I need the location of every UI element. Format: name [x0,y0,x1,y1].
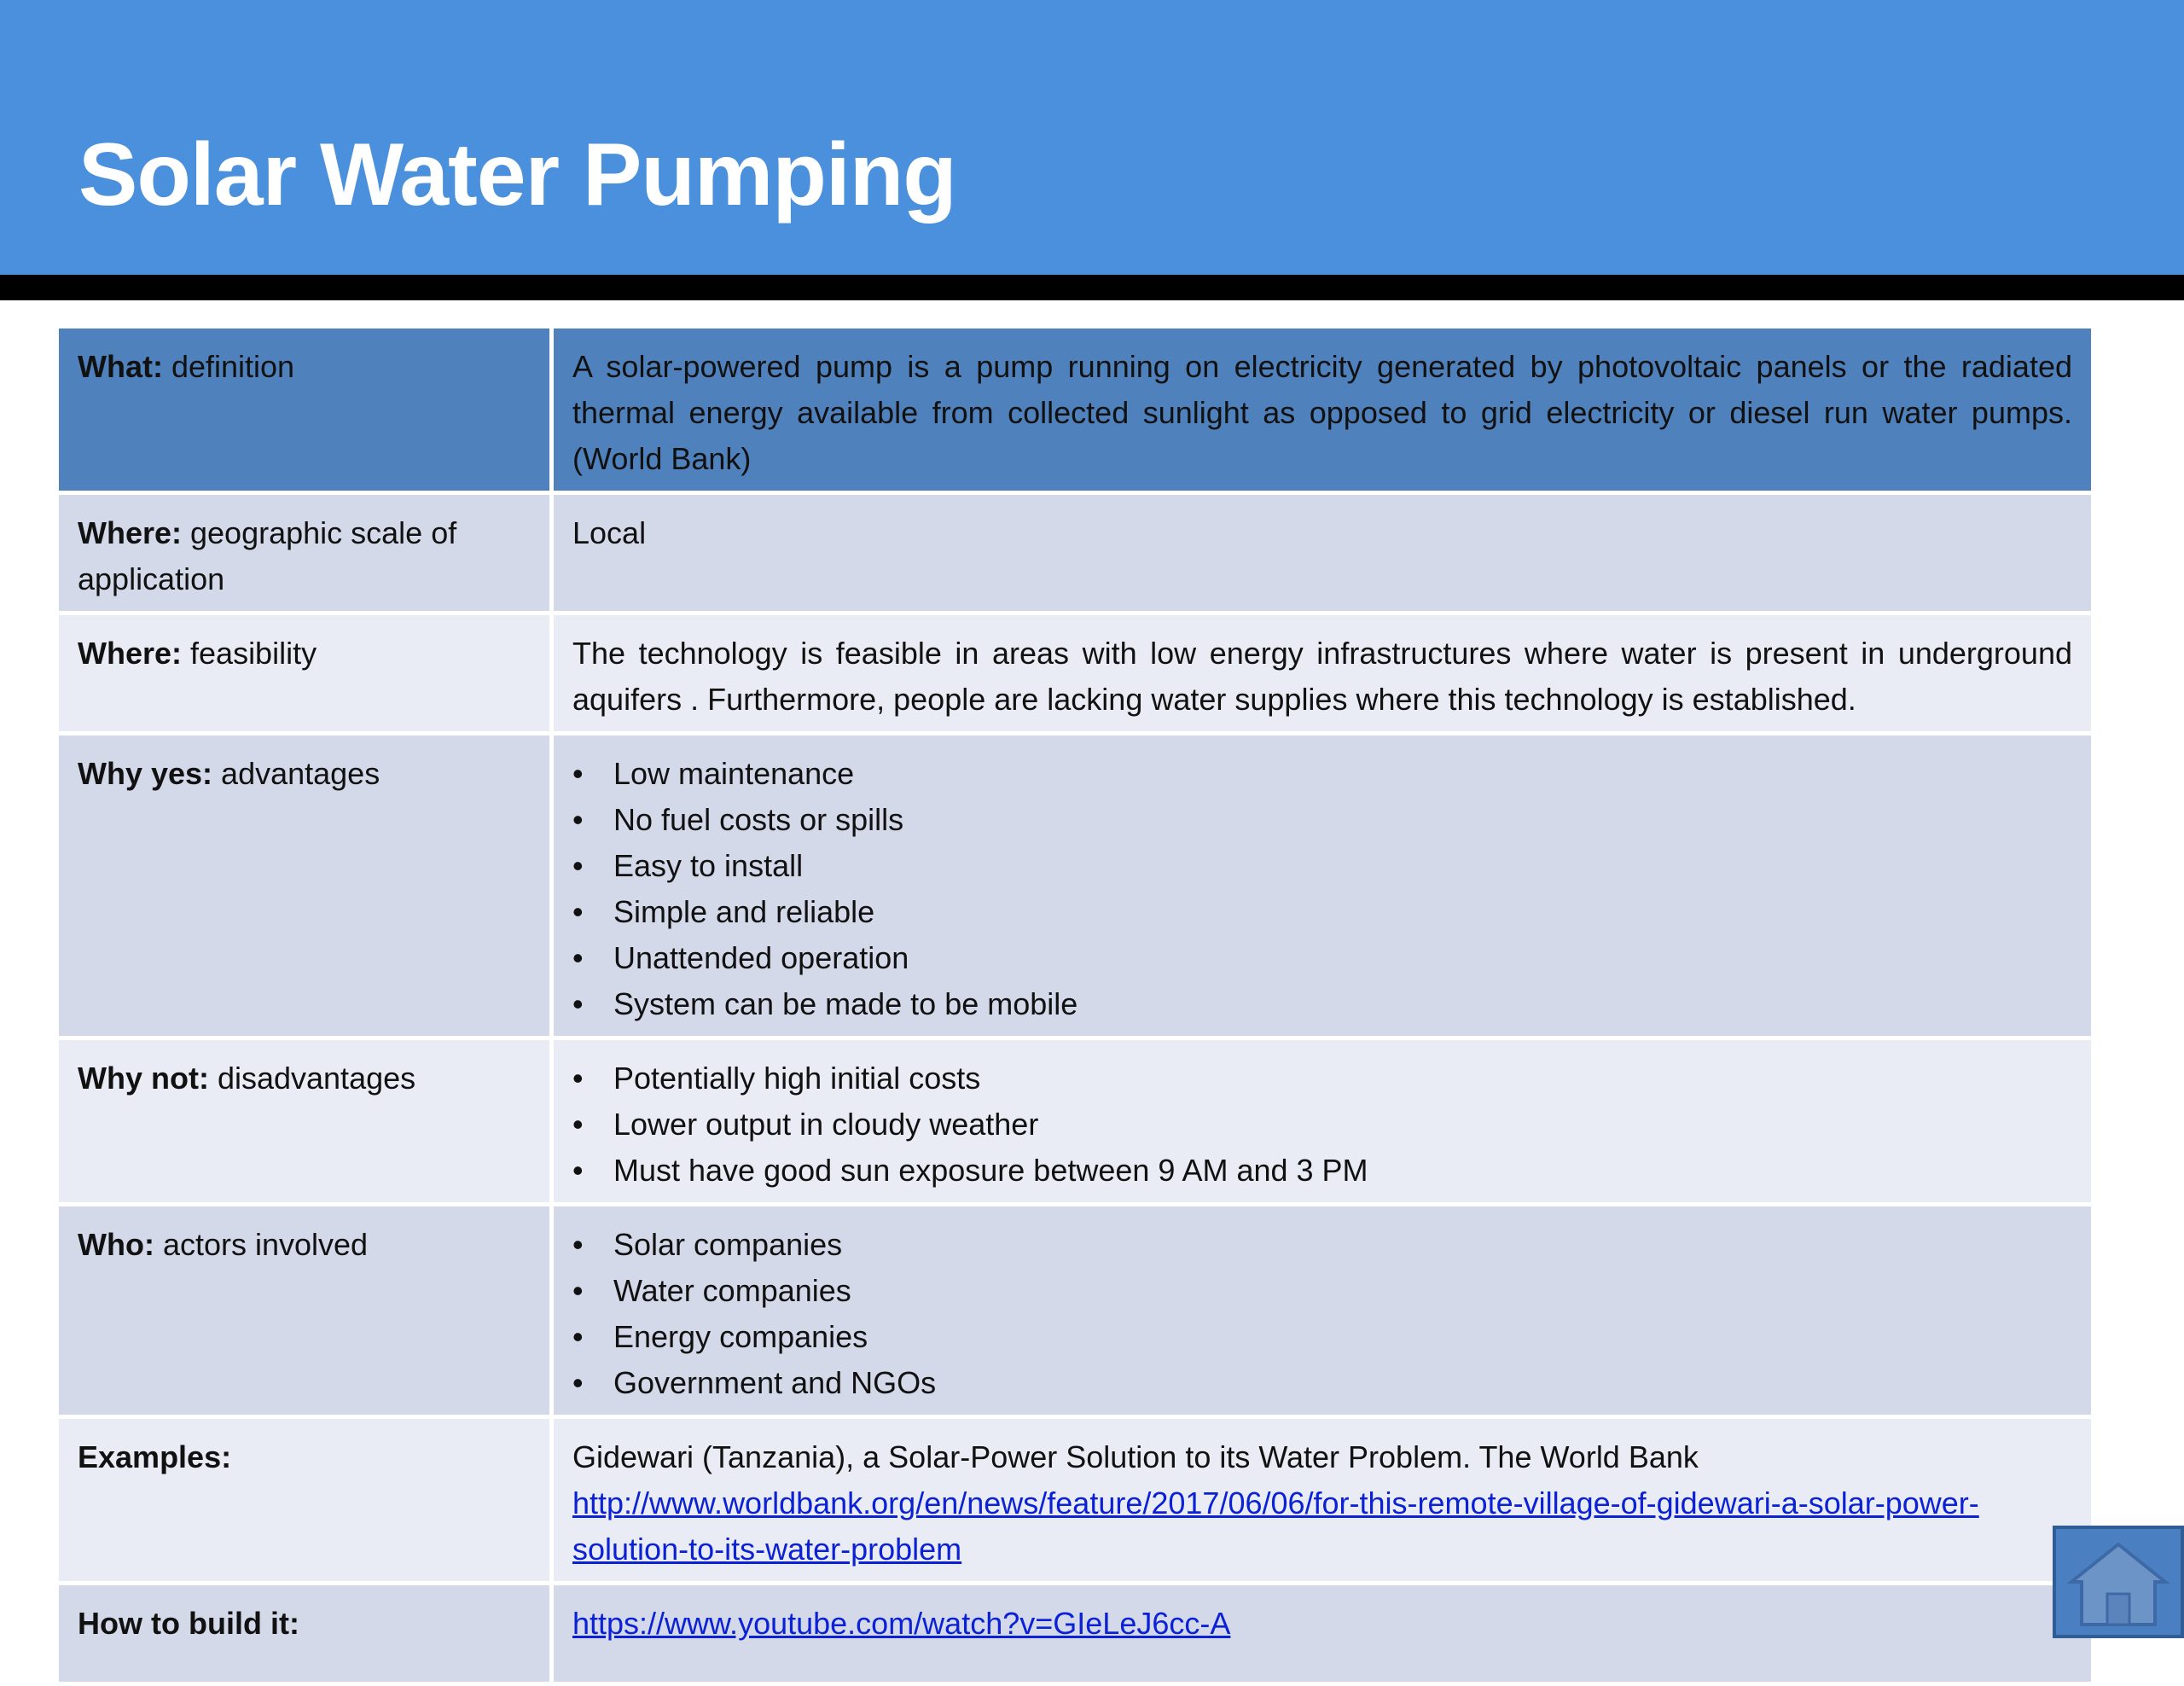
table-row-where-feasibility [57,613,2094,734]
list-item: • Easy to install [572,843,2072,889]
table-row-disadvantages [57,1038,2094,1205]
row-value: The technology is feasible in areas with low energy infrastructures where water is present in underground aquifers . Furthermore, people are lacking water supplies where this technology is established. [552,613,2094,734]
table-row-examples [57,1417,2094,1584]
title-divider [0,275,2184,300]
list-item: • Unattended operation [572,935,2072,981]
list-item: • System can be made to be mobile [572,981,2072,1027]
row-label: What: definition [57,327,552,493]
table-row-advantages [57,734,2094,1038]
table-row-where-scale [57,493,2094,613]
table-row-what [57,327,2094,493]
slide-title: Solar Water Pumping [78,125,956,224]
list-item: • Simple and reliable [572,889,2072,935]
home-icon [2056,1529,2181,1635]
title-banner [0,0,2184,275]
row-value: A solar-powered pump is a pump running on electricity generated by photovoltaic panels or the radiated thermal energy available from collected sunlight as opposed to grid electricity or diesel run water pumps. (World Bank) [552,327,2094,493]
table-row-how-to-build [57,1584,2094,1684]
row-value [552,1584,2094,1684]
row-label: Who: actors involved [57,1205,552,1417]
disadvantages-list [572,1055,2072,1194]
row-label: How to build it: [57,1584,552,1684]
row-value [552,734,2094,1038]
list-item: • Potentially high initial costs [572,1055,2072,1102]
advantages-list [572,751,2072,1027]
list-item: • Solar companies [572,1222,2072,1268]
list-item: • Low maintenance [572,751,2072,797]
example-text: Gidewari (Tanzania), a Solar-Power Solution to its Water Problem. The World Bank [572,1439,1699,1474]
list-item: • Government and NGOs [572,1360,2072,1406]
list-item: • Lower output in cloudy weather [572,1102,2072,1148]
row-label: Why not: disadvantages [57,1038,552,1205]
video-link[interactable]: https://www.youtube.com/watch?v=GIeLeJ6cc-A [572,1606,1231,1641]
list-item: • Energy companies [572,1314,2072,1360]
row-label: Where: feasibility [57,613,552,734]
info-table [55,324,2095,1686]
row-value [552,1205,2094,1417]
row-value [552,1038,2094,1205]
table-row-actors [57,1205,2094,1417]
list-item: • No fuel costs or spills [572,797,2072,843]
list-item: • Must have good sun exposure between 9 AM and 3 PM [572,1148,2072,1194]
row-label: Why yes: advantages [57,734,552,1038]
row-label: Where: geographic scale of application [57,493,552,613]
row-value [552,1417,2094,1584]
row-label: Examples: [57,1417,552,1584]
list-item: • Water companies [572,1268,2072,1314]
home-button[interactable] [2053,1526,2184,1638]
example-link[interactable]: http://www.worldbank.org/en/news/feature/2017/06/06/for-this-remote-village-of-gidewari-a-solar-power-solution-to-its-water-problem [572,1485,1979,1567]
actors-list [572,1222,2072,1406]
row-value: Local [552,493,2094,613]
